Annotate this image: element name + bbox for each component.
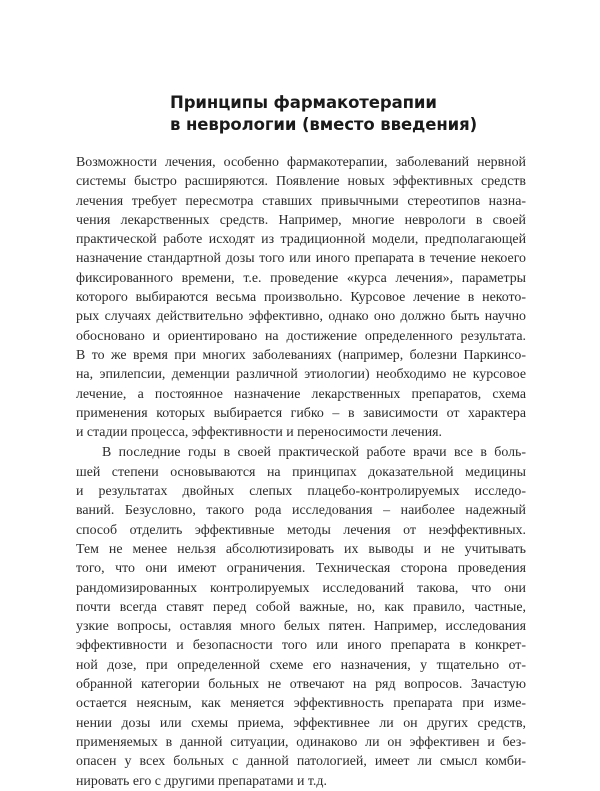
page-heading [170, 92, 510, 136]
text-line: ваний. Безусловно, такого рода исследования – наиболее надежный [76, 503, 526, 519]
text-line: на, эпилепсии, деменции различной этиологии) необходимо не курсовое [76, 367, 526, 383]
text-line: способ отделить эффективные методы лечения от неэффективных. [76, 522, 526, 538]
text-line: лечение, а постоянное назначение лекарственных препаратов, схема [76, 386, 526, 402]
text-line: которого выбираются весьма произвольно. Курсовое лечение в некото- [76, 290, 526, 306]
text-line: почти всегда ставят перед собой важные, но, как правило, частные, [76, 599, 526, 615]
text-line: чения лекарственных средств. Например, многие неврологи в своей [76, 212, 526, 228]
text-line: нировать его с другими препаратами и т.д. [76, 773, 327, 789]
text-line: лечения требует пересмотра ставших привычными стереотипов назна- [76, 193, 526, 209]
text-line: узкие вопросы, оставляя много белых пятен. Например, исследования [76, 619, 526, 635]
text-line: практической работе исходят из традиционной модели, предполагающей [76, 232, 526, 248]
text-line: системы быстро расширяются. Появление новых эффективных средств [76, 174, 526, 190]
heading-line: в неврологии (вместо введения) [170, 115, 478, 134]
paragraph-2 [76, 443, 526, 790]
text-line: остается неясным, как меняется эффективность препарата при изме- [76, 696, 526, 712]
text-line: фиксированного времени, т.е. проведение «курса лечения», параметры [76, 270, 526, 286]
text-line: обранной категории больных не отвечают на ряд вопросов. Зачастую [76, 677, 526, 693]
text-line: В последние годы в своей практической работе врачи все в боль- [102, 445, 526, 461]
text-line: применяемых в данной ситуации, одинаково ли он эффективен и без- [76, 734, 526, 750]
text-line: В то же время при многих заболеваниях (например, болезни Паркинсо- [76, 347, 526, 363]
text-line: применения которых выбирается гибко – в зависимости от характера [76, 405, 526, 421]
text-line: эффективности и безопасности того или иного препарата в конкрет- [76, 638, 526, 654]
text-line: обосновано и ориентировано на достижение определенного результата. [76, 328, 526, 344]
text-line: рандомизированных контролируемых исследований такова, что они [76, 580, 526, 596]
text-line: и стадии процесса, эффективности и переносимости лечения. [76, 425, 443, 441]
text-line: рых случаях действительно эффективно, однако оно должно быть научно [76, 309, 526, 325]
text-line: того, что они имеют ограничения. Техническая сторона проведения [76, 561, 526, 577]
text-line: нении дозы или схемы приема, эффективнее ли он других средств, [76, 715, 526, 731]
heading-line: Принципы фармакотерапии [170, 93, 437, 112]
text-line: опасен у всех больных с данной патологией, имеет ли смысл комби- [76, 754, 526, 770]
text-line: ной дозе, при определенной схеме его назначения, у тщательно от- [76, 657, 526, 673]
text-line: Тем не менее нельзя абсолютизировать их выводы и не учитывать [76, 541, 526, 557]
text-line: Возможности лечения, особенно фармакотерапии, заболеваний нервной [76, 155, 526, 170]
paragraph-1 [76, 153, 526, 442]
text-line: шей степени основываются на принципах доказательной медицины [76, 464, 526, 480]
text-line: и результатах двойных слепых плацебо-контролируемых исследо- [76, 484, 526, 500]
body-text [76, 153, 526, 791]
text-line: назначение стандартной дозы того или иного препарата в течение некоего [76, 251, 526, 267]
